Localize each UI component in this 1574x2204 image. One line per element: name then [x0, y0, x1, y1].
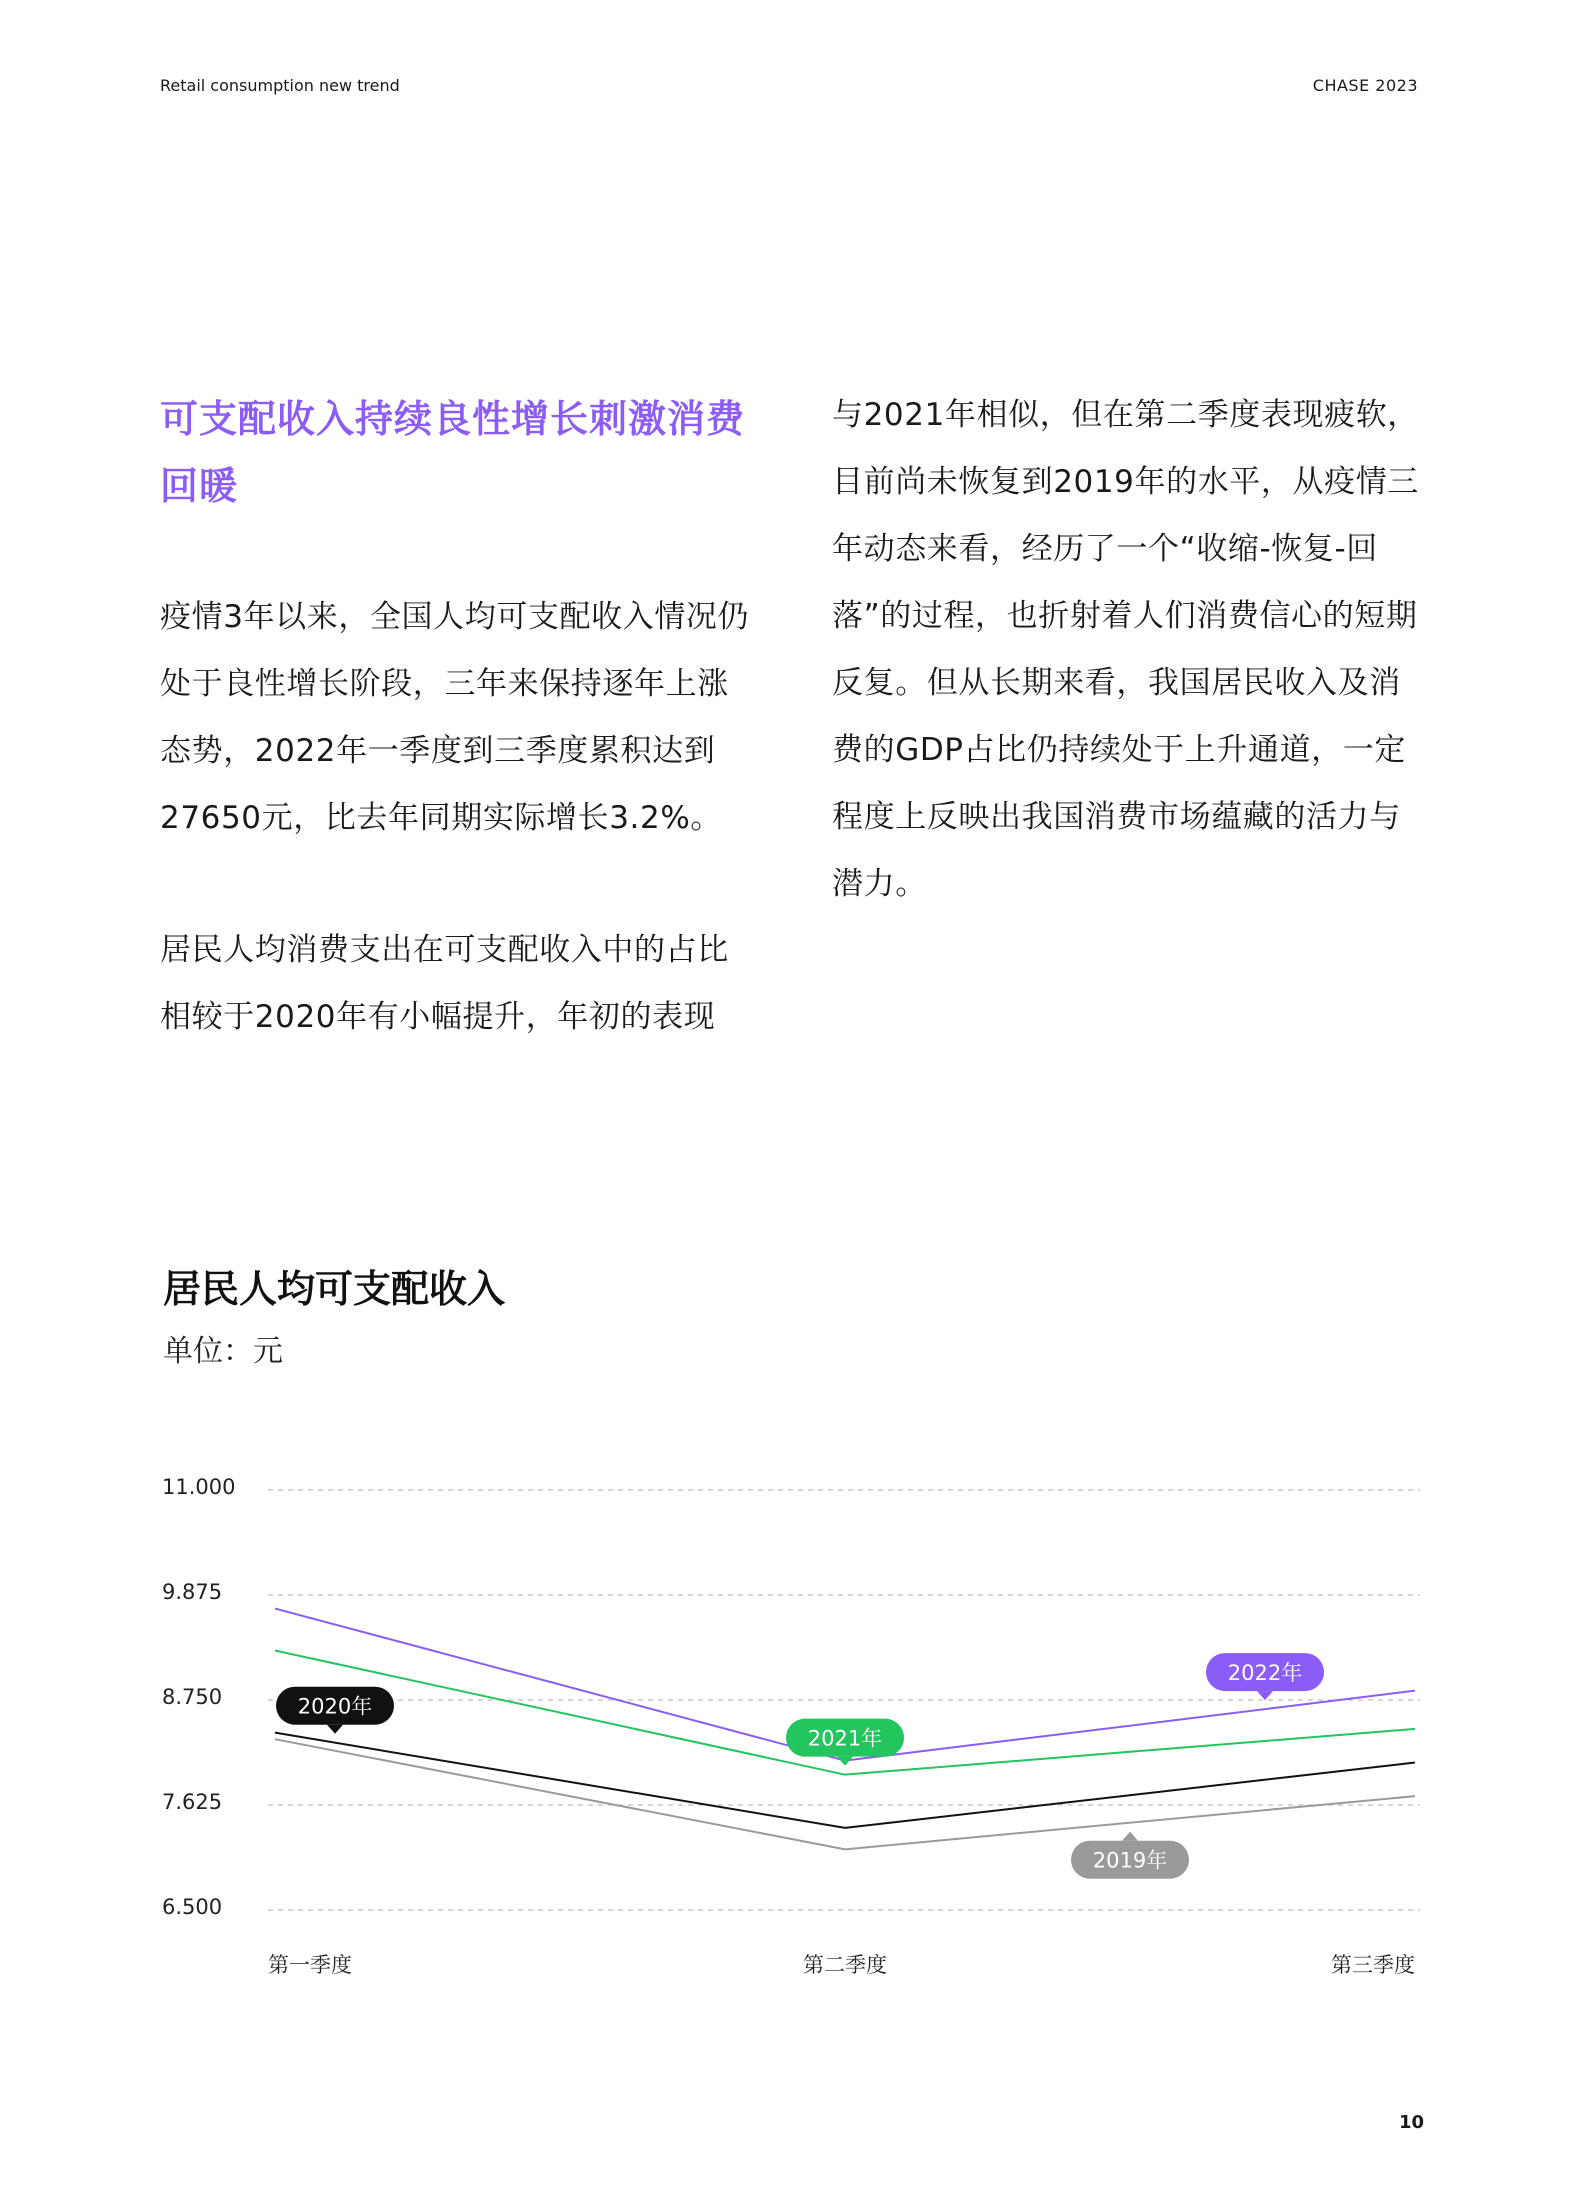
x-tick-label: 第二季度	[803, 1953, 887, 1977]
header-brand: CHASE 2023	[1312, 76, 1418, 95]
x-tick-label: 第三季度	[1331, 1953, 1415, 1977]
paragraph-consumption: 居民人均消费支出在可支配收入中的占比相较于2020年有小幅提升，年初的表现	[160, 932, 729, 1035]
paragraph-continued: 与2021年相似，但在第二季度表现疲软，目前尚未恢复到2019年的水平，从疫情三年动态来看，经历了一个“收缩-恢复-回落”的过程，也折射着人们消费信心的短期反复。但从长期来看，我国居民收入及消费的GDP占比仍持续处于上升通道，一定程度上反映出我国消费市场蕴藏的活力与潜力。	[832, 397, 1419, 902]
series-label-pointer	[1257, 1691, 1273, 1700]
series-label-pointer	[1122, 1832, 1138, 1841]
series-label-pointer	[837, 1757, 853, 1766]
left-column	[160, 584, 760, 1051]
series-label: 2022年	[1227, 1661, 1303, 1686]
chart-title: 居民人均可支配收入	[163, 1267, 506, 1311]
series-label: 2020年	[297, 1694, 373, 1719]
y-tick-label: 8.750	[162, 1685, 223, 1709]
section-heading: 可支配收入持续良性增长刺激消费回暖	[160, 397, 746, 508]
series-label: 2019年	[1092, 1848, 1168, 1873]
right-column	[832, 382, 1432, 918]
paragraph-income: 疫情3年以来，全国人均可支配收入情况仍处于良性增长阶段，三年来保持逐年上涨态势，2022年一季度到三季度累积达到27650元，比去年同期实际增长3.2%。	[160, 599, 750, 836]
y-tick-label: 6.500	[162, 1895, 223, 1919]
y-tick-label: 7.625	[162, 1790, 223, 1814]
header-title: Retail consumption new trend	[160, 76, 400, 95]
chart-unit: 单位：元	[163, 1334, 283, 1369]
y-tick-label: 9.875	[162, 1580, 223, 1604]
page-number: 10	[1398, 2112, 1424, 2133]
series-label-pointer	[327, 1725, 343, 1734]
income-line-chart	[150, 1460, 1440, 2000]
series-label: 2021年	[807, 1726, 883, 1751]
y-tick-label: 11.000	[162, 1475, 236, 1499]
x-tick-label: 第一季度	[268, 1953, 352, 1977]
